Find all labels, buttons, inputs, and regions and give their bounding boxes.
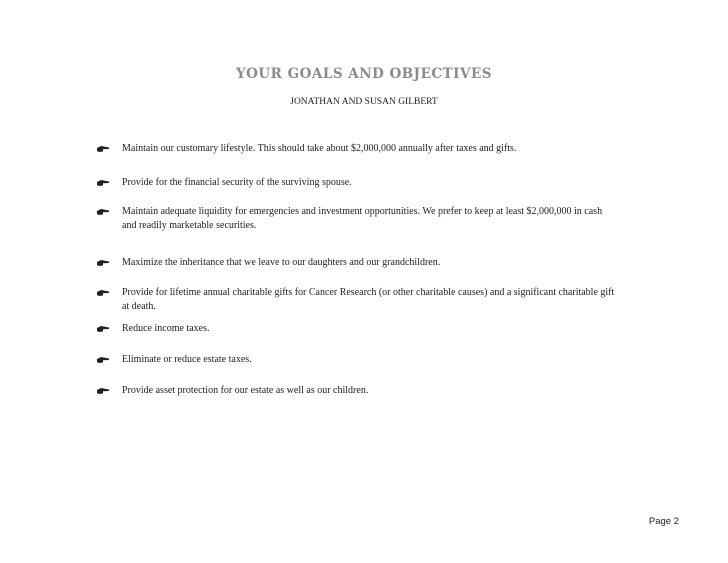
pointing-hand-icon (96, 257, 110, 269)
page-number: Page 2 (648, 516, 679, 527)
pointing-hand-icon (96, 287, 110, 299)
client-names: JONATHAN AND SUSAN GILBERT (290, 97, 438, 107)
pointing-hand-icon (96, 323, 110, 335)
pointing-hand-icon (96, 385, 110, 397)
pointing-hand-icon (96, 206, 110, 218)
goal-text: Eliminate or reduce estate taxes. (122, 354, 252, 365)
goal-item (96, 205, 616, 233)
pointing-hand-icon (96, 143, 110, 155)
goal-text: Provide for the financial security of the surviving spouse. (122, 177, 352, 188)
goal-text: Reduce income taxes. (122, 323, 210, 334)
goal-item (96, 142, 616, 156)
goal-text: Maintain adequate liquidity for emergencies and investment opportunities. We prefer to keep at least $2,000,000 in cash and readily marketable securities. (122, 206, 603, 231)
goal-item (96, 256, 616, 270)
goal-text: Provide for lifetime annual charitable gifts for Cancer Research (or other charitable causes) and a significant charitable gift at death. (122, 287, 615, 312)
goal-text: Maintain our customary lifestyle. This should take about $2,000,000 annually after taxes and gifts. (122, 143, 517, 154)
goals-list (96, 142, 616, 398)
goal-item (96, 176, 616, 190)
goal-item (96, 353, 616, 367)
goal-item (96, 286, 616, 314)
goal-item (96, 322, 616, 336)
goal-item (96, 384, 616, 398)
goal-text: Provide asset protection for our estate as well as our children. (122, 385, 369, 396)
pointing-hand-icon (96, 177, 110, 189)
page-title: YOUR GOALS AND OBJECTIVES (236, 66, 492, 82)
goal-text: Maximize the inheritance that we leave to our daughters and our grandchildren. (122, 257, 441, 268)
pointing-hand-icon (96, 354, 110, 366)
